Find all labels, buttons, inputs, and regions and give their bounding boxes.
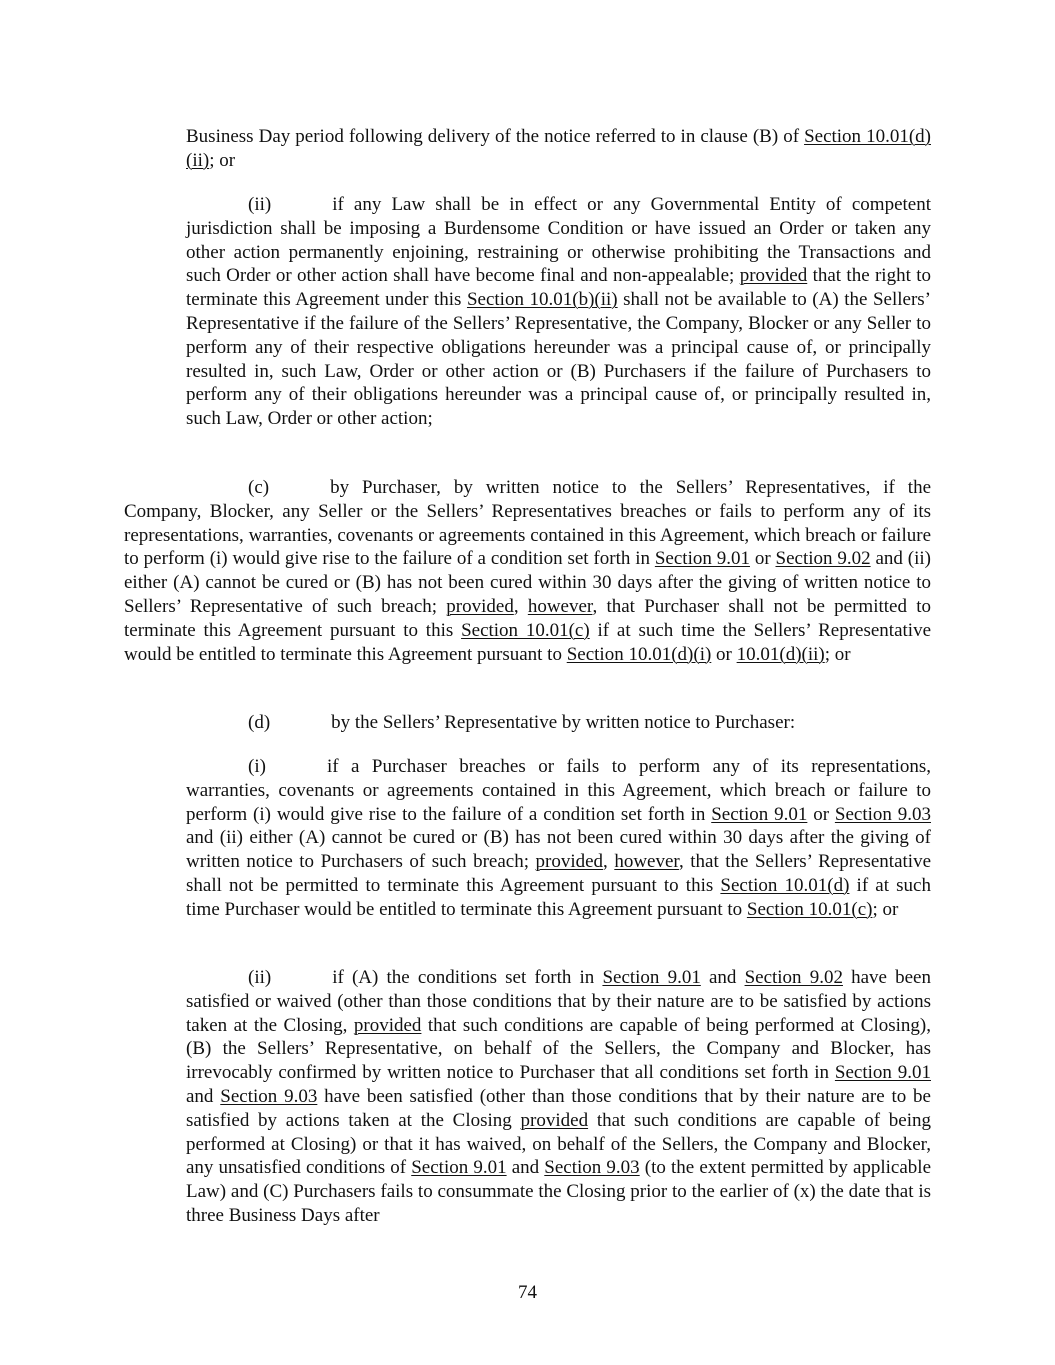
section-reference: Section 9.03 [544, 1157, 640, 1179]
section-reference: Section 10.01(d)(ii) [186, 126, 931, 171]
clause-d-i: (i) if a Purchaser breaches or fails to perform any of its representations, warranties, covenants or agreements contained in this Agreement, which breach or failure to perform (i) would give rise to the failure of a condition set forth in Section 9.01 or Section 9.03 and (ii) either (A) cannot be cured or (B) has not been cured within 30 days after the giving of written notice to Purchasers of such breach; provided, however, that the Sellers’ Representative shall not be permitted to terminate this Agreement pursuant to this Section 10.01(d) if at such time Purchaser would be entitled to terminate this Agreement pursuant to Section 10.01(c); or [186, 756, 932, 920]
section-reference: Section 9.02 [775, 548, 871, 570]
section-reference: Section 9.01 [834, 1062, 931, 1084]
section-reference: Section 10.01(b)(ii) [466, 289, 618, 311]
however-term: however [527, 595, 593, 617]
clause-b-ii: (ii) if any Law shall be in effect or any Governmental Entity of competent jurisdiction shall be imposing a Burdensome Condition or have issued an Order or taken any other action permanently enjoining, restraining or otherwise prohibiting the Transactions and such Order or other action shall have become final and non-appealable; provided that the right to terminate this Agreement under this Section 10.01(b)(ii) shall not be available to (A) the Sellers’ Representative if the failure of the Sellers’ Representative, the Company, Blocker or any Seller to perform any of their respective obligations hereunder was a principal cause of, or principally resulted in, such Law, Order or other action or (B) Purchasers if the failure of Purchasers to perform any of their obligations hereunder was a principal cause of, or principally resulted in, such Law, Order or other action; [186, 194, 932, 430]
section-reference: Section 9.01 [711, 803, 808, 825]
section-reference: 10.01(d)(ii) [736, 643, 825, 665]
section-reference: Section 9.01 [411, 1157, 507, 1179]
section-reference: Section 9.02 [744, 967, 843, 988]
section-reference: Section 9.01 [654, 548, 750, 570]
provided-term: provided [353, 1014, 422, 1036]
section-reference: Section 10.01(c) [461, 619, 590, 641]
clause-c: (c) by Purchaser, by written notice to the Sellers’ Representatives, if the Company, Blocker, any Seller or the Sellers’ Representatives breaches or fails to perform any of its representations, warranties, covenants or agreements contained in this Agreement, which breach or failure to perform (i) would give rise to the failure of a condition set forth in Section 9.01 or Section 9.02 and (ii) either (A) cannot be cured or (B) has not been cured within 30 days after the giving of written notice to Sellers’ Representative of such breach; provided, however, that Purchaser shall not be permitted to terminate this Agreement pursuant to this Section 10.01(c) if at such time the Sellers’ Representative would be entitled to terminate this Agreement pursuant to Section 10.01(d)(i) or 10.01(d)(ii); or [124, 477, 932, 665]
clause-d-ii: (ii) if (A) the conditions set forth in Section 9.01 and Section 9.02 have been satisfied or waived (other than those conditions that by their nature are to be satisfied by actions taken at the Closing, provided that such conditions are capable of being performed at Closing), (B) the Sellers’ Representative, on behalf of the Sellers, the Company and Blocker, has irrevocably confirmed by written notice to Purchaser that all conditions set forth in Section 9.01 and Section 9.03 have been satisfied (other than those conditions that by their nature are to be satisfied by actions taken at the Closing provided that such conditions are capable of being performed at Closing) or that it has waived, on behalf of the Sellers, the Company and Blocker, any unsatisfied conditions of Section 9.01 and Section 9.03 (to the extent permitted by applicable Law) and (C) Purchasers fails to consummate the Closing prior to the earlier of (x) the date that is three Business Days after [186, 967, 932, 1226]
clause-number: (i) [248, 756, 266, 777]
clause-number: (ii) [248, 967, 272, 988]
section-reference: Section 10.01(d) [720, 874, 850, 896]
provided-term: provided [446, 595, 514, 617]
clause-number: (ii) [248, 194, 272, 215]
section-reference: Section 9.03 [834, 803, 931, 825]
clause-d: (d) by the Sellers’ Representative by written notice to Purchaser: [248, 712, 796, 733]
paragraph-continuation: Business Day period following delivery of the notice referred to in clause (B) of Section 10.01(d)(ii); or [186, 126, 931, 171]
section-reference: Section 10.01(d)(i) [566, 643, 712, 665]
section-reference: Section 9.03 [220, 1085, 318, 1107]
clause-number: (c) [248, 477, 270, 498]
clause-number: (d) [248, 712, 271, 733]
section-reference: Section 10.01(c) [746, 898, 873, 920]
provided-term: provided [739, 265, 808, 287]
provided-term: provided [535, 851, 604, 873]
section-reference: Section 9.01 [602, 967, 701, 988]
however-term: however [614, 851, 679, 873]
provided-term: provided [520, 1109, 589, 1131]
page-number: 74 [518, 1282, 537, 1303]
